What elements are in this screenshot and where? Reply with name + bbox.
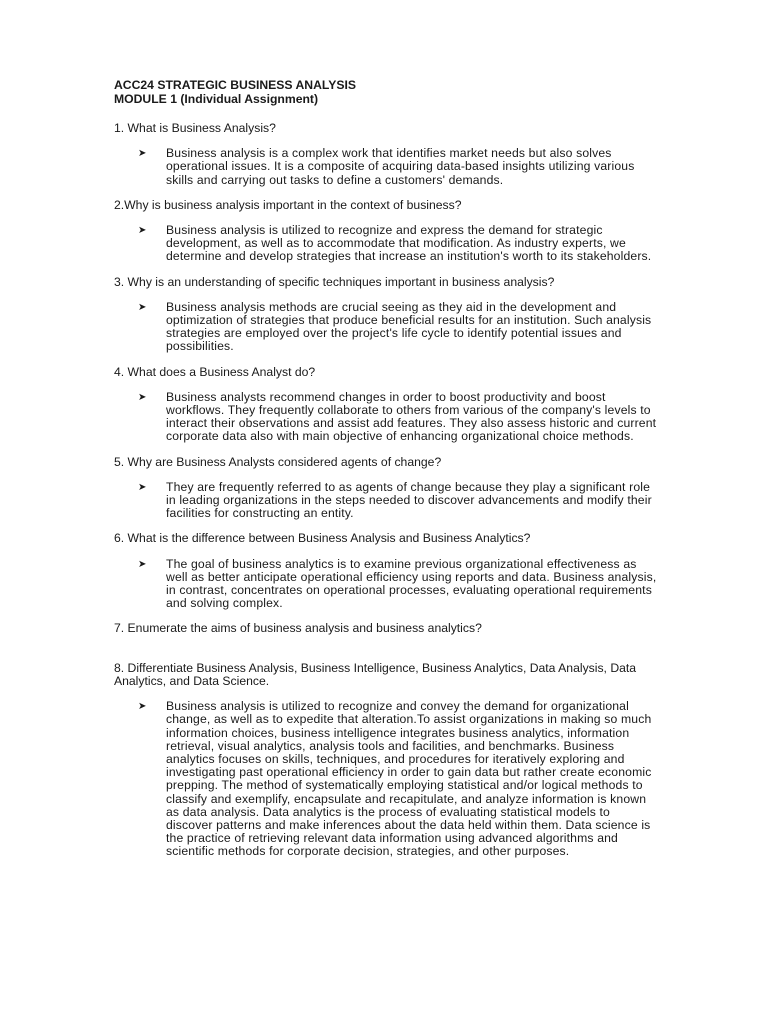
answer-3-text: Business analysis methods are crucial seeing as they aid in the development and optimization of strategies that produce beneficial results for an institution. Such analysis strategies are employed over the project's life cycle to identify potential issues and possibilities. xyxy=(166,299,652,354)
question-5: 5. Why are Business Analysts considered agents of change? xyxy=(114,454,442,469)
answer-1-text: Business analysis is a complex work that identifies market needs but also solves operational issues. It is a composite of acquiring data-based insights utilizing various skills and carrying out tasks to define a customers' demands. xyxy=(166,146,635,187)
answer-5-text: They are frequently referred to as agents of change because they play a significant role in leading organizations in the steps needed to discover advancements and modify their facilities for constructing an entity. xyxy=(166,479,652,521)
course-title: ACC24 STRATEGIC BUSINESS ANALYSIS xyxy=(114,78,356,92)
question-4: 4. What does a Business Analyst do? xyxy=(114,364,316,379)
question-3: 3. Why is an understanding of specific techniques important in business analysis? xyxy=(114,274,555,289)
answer-2-text: Business analysis is utilized to recognize and express the demand for strategic development, as well as to accommodate that modification. As industry experts, we determine and develop strategies that increase an institution's worth to its stakeholders. xyxy=(166,223,652,264)
answer-4 xyxy=(114,391,660,444)
arrowhead-bullet-icon: ➤ xyxy=(138,701,147,713)
answer-8 xyxy=(114,700,660,858)
answer-8-text: Business analysis is utilized to recognize and convey the demand for organizational change, as well as to expedite that alteration.To assist organizations in making so much information choices, business intelligence integrates business analytics, information retrieval, visual analytics, analysis tools and facilities, and benchmarks. Business analytics focuses on skills, techniques, and procedures for iteratively exploring and investigating past operational efficiency in order to gain data but rather create economic prepping. The method of systematically employing statistical and/or logical methods to classify and exemplify, encapsulate and recapitulate, and analyze information is known as data analysis. Data analytics is the process of evaluating statistical models to discover patterns and make inferences about the data held within them. Data science is the practice of retrieving relevant data information using advanced algorithms and scientific methods for corporate decision, strategies, and other purposes. xyxy=(166,699,652,859)
answer-2 xyxy=(114,224,660,264)
question-1: 1. What is Business Analysis? xyxy=(114,121,276,135)
arrowhead-bullet-icon: ➤ xyxy=(138,391,147,403)
arrowhead-bullet-icon: ➤ xyxy=(138,225,147,237)
question-6: 6. What is the difference between Business Analysis and Business Analytics? xyxy=(114,531,531,546)
arrowhead-bullet-icon: ➤ xyxy=(138,558,147,570)
arrowhead-bullet-icon: ➤ xyxy=(138,481,147,493)
arrowhead-bullet-icon: ➤ xyxy=(138,301,147,313)
question-8: 8. Differentiate Business Analysis, Business Intelligence, Business Analytics, Data Analysis, Data Analytics, and Data Science. xyxy=(114,660,637,688)
document-header xyxy=(114,78,660,106)
answer-6 xyxy=(114,558,660,611)
answer-5 xyxy=(114,481,660,521)
module-title: MODULE 1 (Individual Assignment) xyxy=(114,92,319,106)
question-7: 7. Enumerate the aims of business analysis and business analytics? xyxy=(114,621,482,636)
answer-3 xyxy=(114,301,660,354)
answer-1 xyxy=(114,147,660,187)
answer-4-text: Business analysts recommend changes in order to boost productivity and boost workflows. They frequently collaborate to others from various of the company's levels to interact their observations and assist add features. They also assess historic and current corporate data also with main objective of enhancing organizational choice methods. xyxy=(166,389,657,444)
arrowhead-bullet-icon: ➤ xyxy=(138,148,147,160)
question-2: 2.Why is business analysis important in the context of business? xyxy=(114,197,462,212)
answer-6-text: The goal of business analytics is to examine previous organizational effectiveness as well as better anticipate operational efficiency using reports and data. Business analysis, in contrast, concentrates on operational processes, evaluating operational requirements and solving complex. xyxy=(166,556,657,611)
